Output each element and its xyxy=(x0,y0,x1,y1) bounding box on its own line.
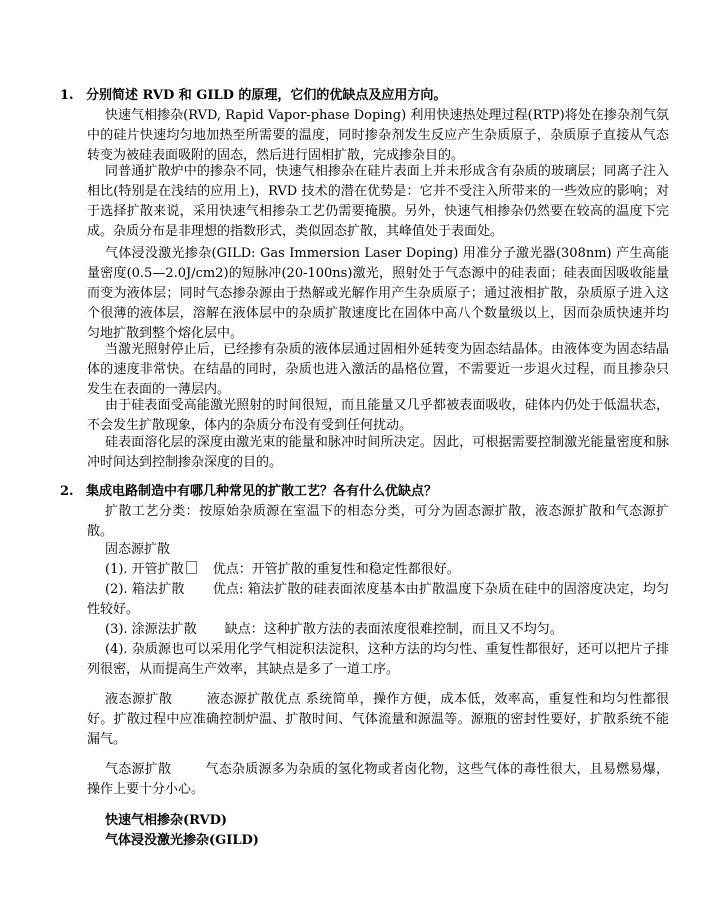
gas-source-label: 气态源扩散 xyxy=(105,762,172,777)
item-2-text: 优点: 箱法扩散的硅表面浓度基本由扩散温度下杂质在硅中的固溶度决定，均匀性较好。 xyxy=(87,582,669,617)
item-4: (4). 杂质源也可以采用化学气相淀积法淀积，这种方法的均匀性、重复性都很好，还可以把片子排列很密，从而提高生产效率，其缺点是多了一道工序。 xyxy=(87,642,669,677)
item-3 xyxy=(105,620,669,640)
gild-paragraph-1: 气体浸没激光掺杂(GILD: Gas Immersion Laser Doping) 用准分子激光器(308nm) 产生高能量密度(0.5—2.0J/cm2)的短脉冲(20-100ns)激光，照射处于气态源中的硅表面；硅表面因吸收能量而变为液体层；同时气态掺杂源由于热解或光解作用产生杂质原子；通过液相扩散，杂质原子进入这个很薄的液体层，溶解在液体层中的杂质扩散速度比在固体中高八个数量级以上，因而杂质快速并均匀地扩散到整个熔化层中。 xyxy=(87,246,669,341)
item-3-label: (3). 涂源法扩散 xyxy=(105,622,197,637)
rvd-label: 快速气相掺杂(RVD) xyxy=(105,813,228,828)
item-1-text: 优点：开管扩散的重复性和稳定性都很好。 xyxy=(212,562,460,577)
liquid-source-label: 液态源扩散 xyxy=(105,692,173,707)
gild-paragraph-4: 硅表面溶化层的深度由激光束的能量和脉冲时间所决定。因此，可根据需要控制激光能量密度和脉冲时间达到控制掺杂深度的目的。 xyxy=(87,435,669,470)
liquid-source-section xyxy=(87,690,669,750)
question-2-number: 2. xyxy=(60,484,74,499)
gild-label: 气体浸没激光掺杂(GILD) xyxy=(105,833,259,848)
item-1-label: (1). 开管扩散 xyxy=(105,562,184,577)
liquid-source-text: 液态源扩散优点 系统简单，操作方便，成本低，效率高，重复性和均匀性都很好。扩散过程中应准确控制炉温、扩散时间、气体流量和源温等。源瓶的密封性要好，扩散系统不能漏气。 xyxy=(87,692,669,747)
gas-source-section xyxy=(87,760,669,800)
rvd-paragraph-1: 快速气相掺杂(RVD, Rapid Vapor-phase Doping) 利用快速热处理过程(RTP)将处在掺杂剂气氛中的硅片快速均匀地加热至所需要的温度，同时掺杂剂发生反应产生杂质原子，杂质原子直接从气态转变为被硅表面吸附的固态，然后进行固相扩散，完成掺杂目的。 xyxy=(87,108,669,163)
diffusion-intro: 扩散工艺分类：按原始杂质源在室温下的相态分类，可分为固态源扩散，液态源扩散和气态源扩散。 xyxy=(87,504,669,539)
item-2-label: (2). 箱法扩散 xyxy=(105,582,185,597)
placeholder-box-icon xyxy=(186,561,197,574)
item-2 xyxy=(87,580,669,620)
question-1-number: 1. xyxy=(60,88,74,103)
question-1-title: 分别简述 RVD 和 GILD 的原理，它们的优缺点及应用方向。 xyxy=(86,88,447,103)
question-2-title: 集成电路制造中有哪几种常见的扩散工艺？各有什么优缺点？ xyxy=(86,484,438,499)
item-1 xyxy=(105,560,669,580)
gild-paragraph-2: 当激光照射停止后，已经掺有杂质的液体层通过固相外延转变为固态结晶体。由液体变为固态结晶体的速度非常快。在结晶的同时，杂质也进入激活的晶格位置，不需要近一步退火过程，而且掺杂只发生在表面的一薄层内。 xyxy=(87,342,669,397)
gild-paragraph-3: 由于硅表面受高能激光照射的时间很短，而且能量又几乎都被表面吸收，硅体内仍处于低温状态，不会发生扩散现象，体内的杂质分布没有受到任何扰动。 xyxy=(87,398,669,433)
gas-source-text: 气态杂质源多为杂质的氢化物或者卤化物，这些气体的毒性很大，且易燃易爆，操作上要十分小心。 xyxy=(87,762,669,797)
rvd-paragraph-2: 同普通扩散炉中的掺杂不同，快速气相掺杂在硅片表面上并未形成含有杂质的玻璃层；同离子注入相比(特别是在浅结的应用上)，RVD 技术的潜在优势是：它并不受注入所带来的一些效应的影响；对于选择扩散来说，采用快速气相掺杂工艺仍需要掩膜。另外，快速气相掺杂仍然要在较高的温度下完成。杂质分布是非理想的指数形式，类似固态扩散，其峰值处于表面处。 xyxy=(87,164,669,239)
solid-source-heading: 固态源扩散 xyxy=(105,542,171,557)
item-3-text: 缺点：这种扩散方法的表面浓度很难控制，而且又不均匀。 xyxy=(224,622,563,637)
